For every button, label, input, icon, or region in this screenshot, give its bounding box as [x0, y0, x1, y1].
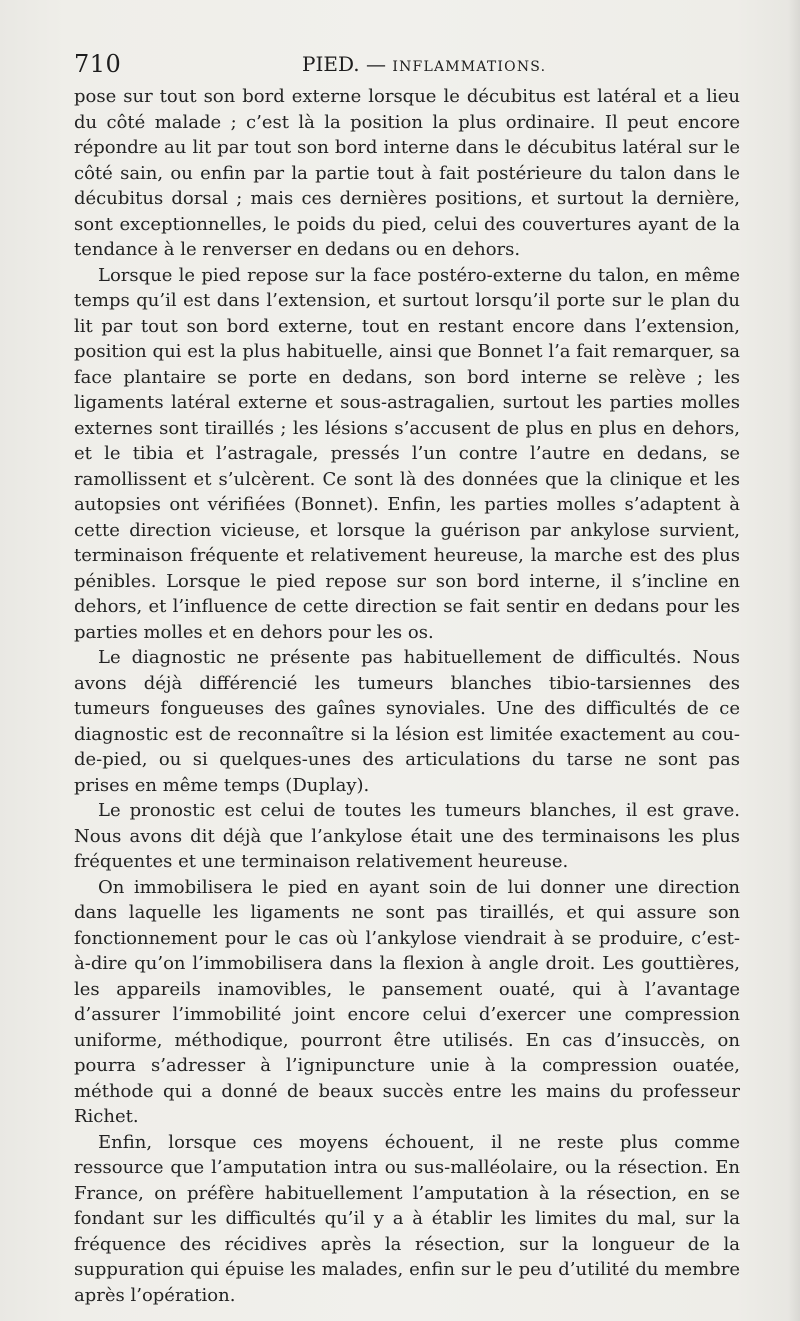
paragraph-prognosis: Le pronostic est celui de toutes les tumeurs blanches, il est grave. Nous avons dit déjà que l’ankylose était une des terminaisons les plus fréquentes et une terminaison relativement heureuse. — [74, 800, 740, 872]
paragraph-treatment: On immobilisera le pied en ayant soin de lui donner une direction dans laquelle les ligaments ne sont pas tiraillés, et qui assure son fonctionnement pour le cas où l’ankylose viendrait à se produire, c’est-à-dire qu’on l’immobilisera dans la flexion à angle droit. Les gouttières, les appareils inamovibles, le pansement ouaté, qui à l’avantage d’assurer l’immobilité joint encore celui d’exercer une compression uniforme, méthodique, pourront être utilisés. En cas d’insuccès, on pourra s’adresser à l’ignipuncture unie à la compression ouatée, méthode qui a donné de beaux succès entre les mains du professeur Richet. — [74, 876, 740, 1127]
running-head — [74, 46, 740, 80]
title-separator: — — [366, 52, 386, 76]
page-number: 710 — [74, 50, 122, 78]
body-text — [74, 84, 740, 1308]
paragraph-foot-position: Lorsque le pied repose sur la face postéro-externe du talon, en même temps qu’il est dans l’extension, et surtout lorsqu’il porte sur le plan du lit par tout son bord externe, tout en restant encore dans l’extension, position qui est la plus habituelle, ainsi que Bonnet l’a fait remarquer, sa face plantaire se porte en dedans, son bord interne se relève ; les ligaments latéral externe et sous-astragalien, surtout les parties molles externes sont tiraillés ; les lésions s’accusent de plus en plus en dehors, et le tibia et l’astragale, pressés l’un contre l’autre en dedans, se ramollissent et s’ulcèrent. Ce sont là des données que la clinique et les autopsies ont vérifiées (Bonnet). Enfin, les parties molles s’adaptent à cette direction vicieuse, et lorsque la guérison par ankylose survient, terminaison fréquente et relativement heureuse, la marche est des plus pénibles. Lorsque le pied repose sur son bord interne, il s’incline en dehors, et l’influence de cette direction se fait sentir en dedans pour les parties molles et en dehors pour les os. — [74, 264, 740, 643]
paragraph-continuation: pose sur tout son bord externe lorsque le décubitus est latéral et a lieu du côté malade ; c’est là la position la plus ordinaire. Il peut encore répondre au lit par tout son bord interne dans le décubitus latéral sur le côté sain, ou enfin par la partie tout à fait postérieure du talon dans le décubitus dorsal ; mais ces dernières positions, et surtout la dernière, sont exceptionnelles, le poids du pied, celui des couvertures ayant de la tendance à le renverser en dedans ou en dehors. — [74, 86, 740, 260]
chapter-title: PIED. — [302, 52, 360, 76]
paragraph-surgery: Enfin, lorsque ces moyens échouent, il ne reste plus comme ressource que l’amputation intra ou sus-malléolaire, ou la résection. En France, on préfère habituellement l’amputation à la résection, en se fondant sur les difficultés qu’il y a à établir les limites du mal, sur la fréquence des récidives après la résection, sur la longueur de la suppuration qui épuise les malades, enfin sur le peu d’utilité du membre après l’opération. — [74, 1131, 740, 1306]
paragraph-diagnosis: Le diagnostic ne présente pas habituellement de difficultés. Nous avons déjà différencié les tumeurs blanches tibio-tarsiennes des tumeurs fongueuses des gaînes synoviales. Une des difficultés de ce diagnostic est de reconnaître si la lésion est limitée exactement au cou-de-pied, ou si quelques-unes des articulations du tarse ne sont pas prises en même temps (Duplay). — [74, 647, 740, 796]
section-title: INFLAMMATIONS. — [392, 59, 547, 75]
running-title — [302, 52, 546, 76]
